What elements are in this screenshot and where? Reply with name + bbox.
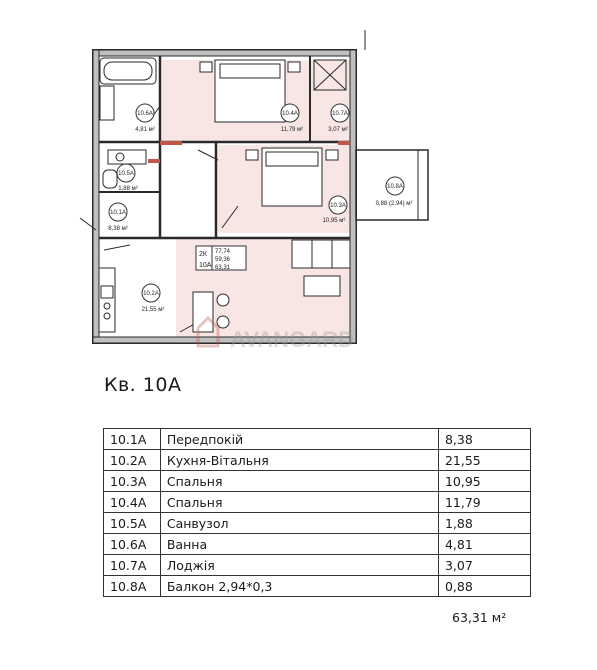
svg-text:10,95 м²: 10,95 м² xyxy=(322,218,346,224)
svg-text:59,36: 59,36 xyxy=(215,257,231,263)
room-code: 10.5A xyxy=(104,513,161,534)
room-area: 10,95 xyxy=(438,471,530,492)
room-code: 10.6A xyxy=(104,534,161,555)
room-area: 4,81 xyxy=(438,534,530,555)
room-name: Балкон 2,94*0,3 xyxy=(160,576,438,597)
room-name: Ванна xyxy=(160,534,438,555)
room-name: Санвузол xyxy=(160,513,438,534)
apartment-title: Кв. 10А xyxy=(104,374,182,396)
room-label-10-8a xyxy=(376,177,413,207)
room-table xyxy=(103,428,531,597)
table-row xyxy=(104,513,531,534)
table-row xyxy=(104,576,531,597)
svg-text:8,38 м²: 8,38 м² xyxy=(108,226,128,232)
room-area: 11,79 xyxy=(438,492,530,513)
table-row xyxy=(104,429,531,450)
table-row xyxy=(104,534,531,555)
svg-text:4,81 м²: 4,81 м² xyxy=(135,127,155,133)
room-name: Передпокій xyxy=(160,429,438,450)
room-label-10-5a xyxy=(117,164,138,192)
room-name: Спальня xyxy=(160,492,438,513)
svg-text:10.6A: 10.6A xyxy=(137,111,153,117)
svg-text:AVANGARD: AVANGARD xyxy=(230,327,354,352)
room-code: 10.2A xyxy=(104,450,161,471)
table-row xyxy=(104,471,531,492)
room-area: 8,38 xyxy=(438,429,530,450)
table-row xyxy=(104,555,531,576)
room-area: 0,88 xyxy=(438,576,530,597)
svg-text:3,07 м²: 3,07 м² xyxy=(328,127,348,133)
svg-text:77,74: 77,74 xyxy=(215,249,231,255)
svg-text:10.8A: 10.8A xyxy=(387,184,403,190)
total-area: 63,31 м² xyxy=(452,610,507,625)
svg-text:10.4A: 10.4A xyxy=(282,111,298,117)
svg-text:10.2A: 10.2A xyxy=(143,291,159,297)
room-name: Лоджія xyxy=(160,555,438,576)
svg-text:21,55 м²: 21,55 м² xyxy=(141,307,165,313)
room-code: 10.8A xyxy=(104,576,161,597)
svg-text:10.3A: 10.3A xyxy=(330,203,346,209)
svg-text:11,79 м²: 11,79 м² xyxy=(280,127,304,133)
table-row xyxy=(104,492,531,513)
room-label-10-2a xyxy=(142,284,165,313)
room-code: 10.1A xyxy=(104,429,161,450)
room-area: 1,88 xyxy=(438,513,530,534)
svg-text:10А: 10А xyxy=(199,262,212,269)
svg-text:63,31: 63,31 xyxy=(215,265,231,271)
kitchen-units xyxy=(99,268,115,332)
svg-text:1,88 м²: 1,88 м² xyxy=(118,186,138,192)
room-name: Кухня-Вітальня xyxy=(160,450,438,471)
room-code: 10.4A xyxy=(104,492,161,513)
svg-text:0,88 (2,94) м²: 0,88 (2,94) м² xyxy=(375,201,413,207)
svg-text:10.1A: 10.1A xyxy=(110,210,126,216)
room-label-10-6a xyxy=(135,104,154,133)
apartment-stamp xyxy=(196,246,246,271)
room-area: 21,55 xyxy=(438,450,530,471)
svg-text:2К: 2К xyxy=(199,251,207,258)
svg-text:10.5A: 10.5A xyxy=(118,171,134,177)
room-code: 10.3A xyxy=(104,471,161,492)
svg-text:10.7A: 10.7A xyxy=(332,111,348,117)
room-area: 3,07 xyxy=(438,555,530,576)
room-name: Спальня xyxy=(160,471,438,492)
room-label-10-1a xyxy=(108,203,127,232)
table-row xyxy=(104,450,531,471)
room-code: 10.7A xyxy=(104,555,161,576)
